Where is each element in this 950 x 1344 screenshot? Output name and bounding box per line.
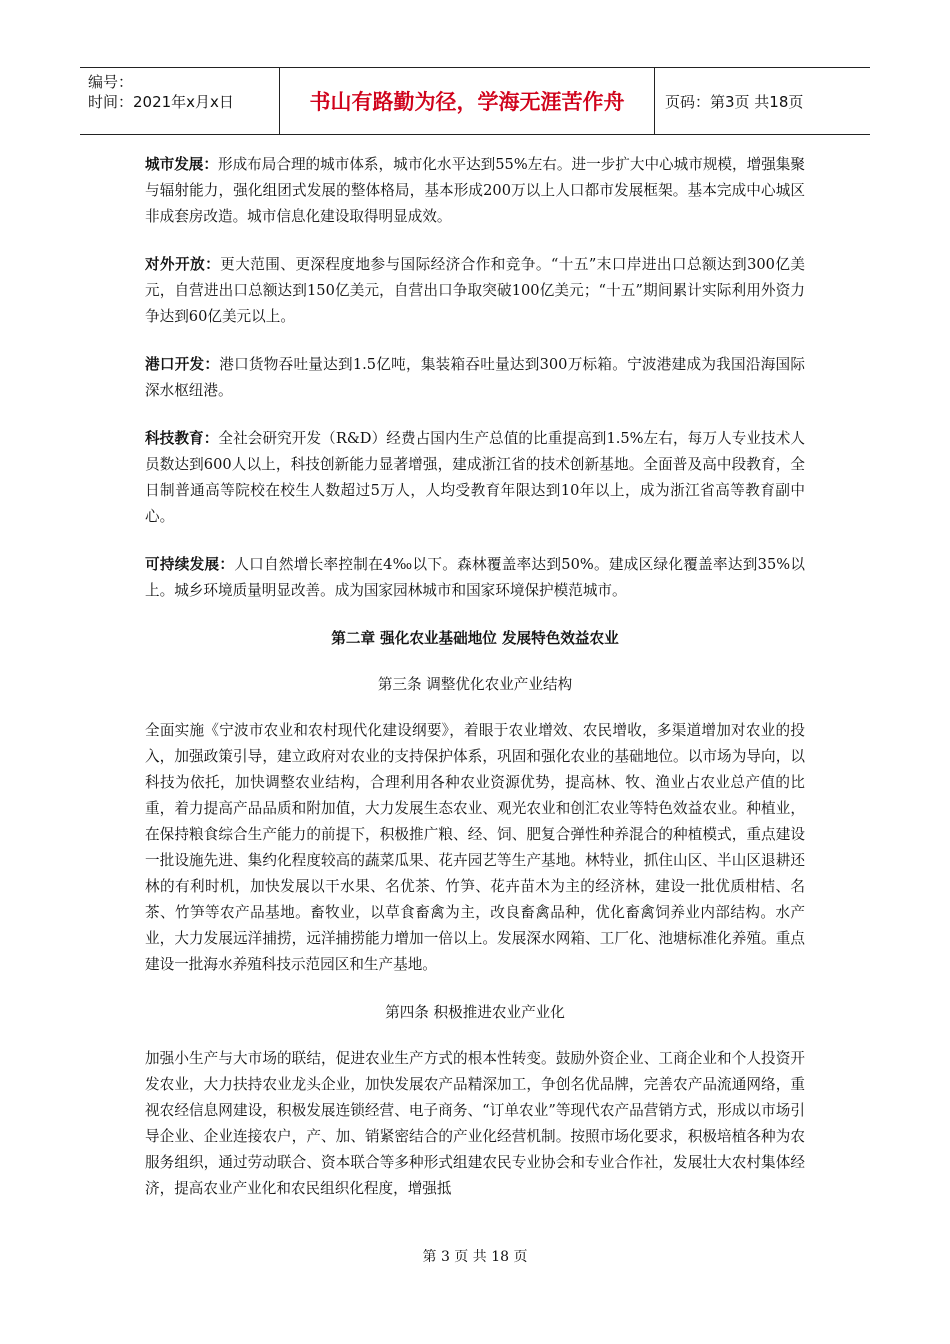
paragraph-title: 对外开放： — [145, 256, 221, 273]
paragraph-sustainable — [145, 552, 805, 604]
paragraph-opening — [145, 252, 805, 330]
article-3-text: 全面实施《宁波市农业和农村现代化建设纲要》，着眼于农业增效、农民增收，多渠道增加对农业的投入，加强政策引导，建立政府对农业的支持保护体系，巩固和强化农业的基础地位。以市场为导向，以科技为依托，加快调整农业结构，合理利用各种农业资源优势，提高林、牧、渔业占农业总产值的比重，着力提高产品品质和附加值，大力发展生态农业、观光农业和创汇农业等特色效益农业。种植业，在保持粮食综合生产能力的前提下，积极推广粮、经、饲、肥复合弹性种养混合的种植模式，重点建设一批设施先进、集约化程度较高的蔬菜瓜果、花卉园艺等生产基地。林特业，抓住山区、半山区退耕还林的有利时机，加快发展以干水果、名优茶、竹笋、花卉苗木为主的经济林，建设一批优质柑桔、名茶、竹笋等农产品基地。畜牧业，以草食畜禽为主，改良畜禽品种，优化畜禽饲养业内部结构。水产业，大力发展远洋捕捞，远洋捕捞能力增加一倍以上。发展深水网箱、工厂化、池塘标准化养殖。重点建设一批海水养殖科技示范园区和生产基地。 — [145, 722, 805, 973]
header-motto: 书山有路勤为径，学海无涯苦作舟 — [309, 90, 625, 114]
article-3-title: 第三条 调整优化农业产业结构 — [377, 676, 573, 693]
article-4-text: 加强小生产与大市场的联结，促进农业生产方式的根本性转变。鼓励外资企业、工商企业和个人投资开发农业，大力扶持农业龙头企业，加快发展农产品精深加工，争创名优品牌，完善农产品流通网络，重视农经信息网建设，积极发展连锁经营、电子商务、“订单农业”等现代农产品营销方式，形成以市场引导企业、企业连接农户，产、加、销紧密结合的产业化经营机制。按照市场化要求，积极培植各种为农服务组织，通过劳动联合、资本联合等多种形式组建农民专业协会和专业合作社，发展壮大农村集体经济，提高农业产业化和农民组织化程度，增强抵 — [145, 1050, 805, 1197]
paragraph-text: 全社会研究开发（R&D）经费占国内生产总值的比重提高到1.5%左右，每万人专业技术人员数达到600人以上，科技创新能力显著增强，建成浙江省的技术创新基地。全面普及高中段教育，全日制普通高等院校在校生人数超过5万人，人均受教育年限达到10年以上，成为浙江省高等教育副中心。 — [145, 430, 805, 525]
page-footer: 第 3 页 共 18 页 — [422, 1249, 528, 1265]
header-info — [80, 68, 280, 134]
article-4-title: 第四条 积极推进农业产业化 — [385, 1004, 565, 1021]
paragraph-title: 港口开发： — [145, 356, 220, 373]
paragraph-port — [145, 352, 805, 404]
paragraph-text: 更大范围、更深程度地参与国际经济合作和竞争。“十五”末口岸进出口总额达到300亿美元，自营进出口总额达到150亿美元，自营出口争取突破100亿美元；“十五”期间累计实际利用外资力争达到60亿美元以上。 — [145, 256, 805, 325]
paragraph-education — [145, 426, 805, 530]
number-label: 编号： — [88, 73, 134, 91]
paragraph-text: 港口货物吞吐量达到1.5亿吨，集装箱吞吐量达到300万标箱。宁波港建成为我国沿海国际深水枢纽港。 — [145, 356, 805, 399]
page-header — [80, 67, 870, 135]
paragraph-text: 人口自然增长率控制在4‰以下。森林覆盖率达到50%。建成区绿化覆盖率达到35%以上。城乡环境质量明显改善。成为国家园林城市和国家环境保护模范城市。 — [145, 556, 805, 599]
header-page-info: 页码：第3页 共18页 — [665, 92, 804, 111]
header-motto-cell — [280, 68, 655, 134]
document-body — [145, 152, 805, 1224]
date-label: 时间：2021年x月x日 — [88, 93, 234, 111]
paragraph-title: 城市发展： — [145, 156, 218, 173]
paragraph-title: 科技教育： — [145, 430, 219, 447]
paragraph-text: 形成布局合理的城市体系，城市化水平达到55%左右。进一步扩大中心城市规模，增强集聚与辐射能力，强化组团式发展的整体格局，基本形成200万以上人口都市发展框架。基本完成中心城区非成套房改造。城市信息化建设取得明显成效。 — [145, 156, 805, 225]
paragraph-urban — [145, 152, 805, 230]
chapter-title: 第二章 强化农业基础地位 发展特色效益农业 — [331, 630, 619, 647]
paragraph-title: 可持续发展： — [145, 556, 235, 573]
